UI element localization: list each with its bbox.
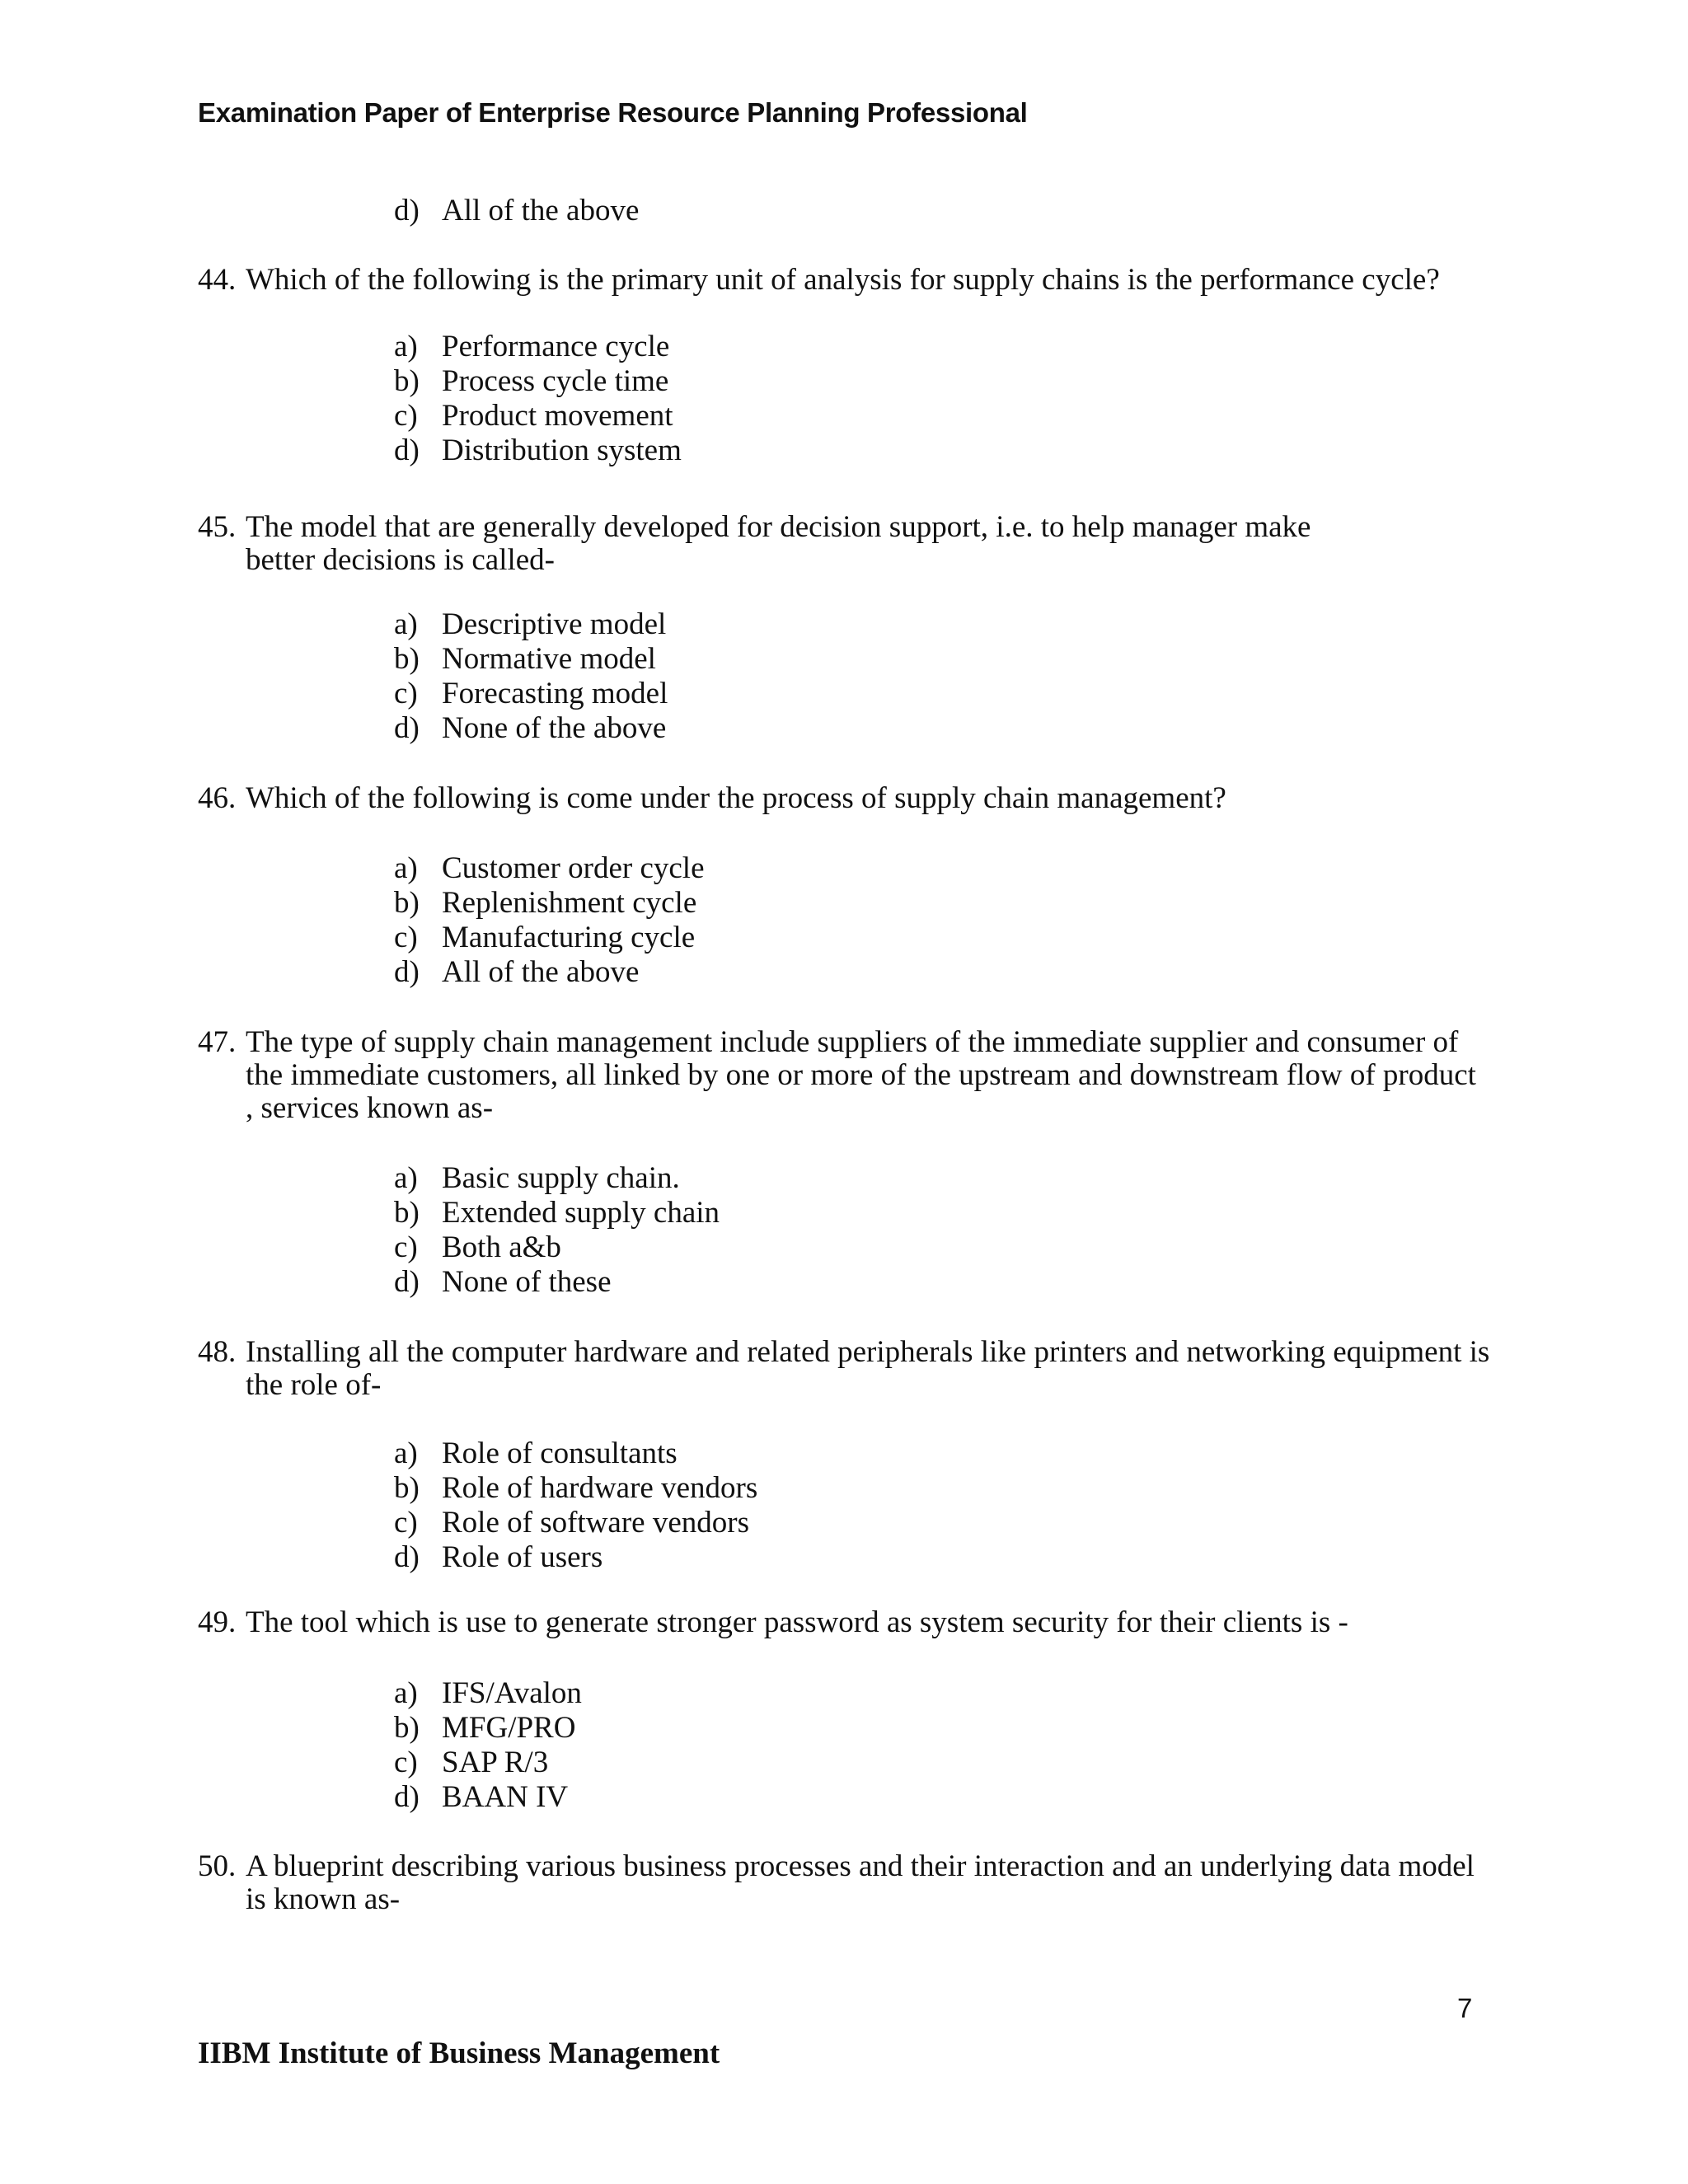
question-number: 44. [198,263,237,297]
option-c [394,1230,720,1265]
question-text-continued: , services known as- [246,1091,494,1125]
option-label: d) [394,194,420,227]
option-c [394,677,668,711]
option-label: a) [394,1676,418,1710]
question-text-continued: the immediate customers, all linked by one or more of the upstream and downstream flow of product [246,1058,1476,1092]
option-label: b) [394,1471,420,1505]
option-a [394,1161,720,1196]
option-c [394,399,682,434]
option-text: Process cycle time [442,364,669,398]
option-label: b) [394,1196,420,1230]
options-44 [394,330,682,468]
option-label: c) [394,399,418,433]
option-text: Role of software vendors [442,1506,749,1540]
option-a [394,1436,757,1471]
option-text: Both a&b [442,1230,561,1264]
option-text: Normative model [442,642,656,676]
option-a [394,851,705,886]
option-text: Manufacturing cycle [442,921,696,954]
question-45 [198,511,1311,577]
option-label: b) [394,364,420,398]
question-text-continued: better decisions is called- [246,543,556,577]
option-a [394,607,668,642]
options-47 [394,1161,720,1300]
option-d [394,434,682,468]
question-text-continued: is known as- [246,1882,401,1916]
option-label: b) [394,1711,420,1745]
question-50 [198,1850,1475,1916]
option-text: SAP R/3 [442,1746,549,1779]
option-c [394,1506,757,1540]
question-46 [198,782,1226,815]
options-45 [394,607,668,746]
option-d [394,1780,582,1815]
option-c [394,1746,582,1780]
option-label: c) [394,1506,418,1540]
option-label: c) [394,921,418,954]
option-label: d) [394,1540,420,1574]
option-label: c) [394,677,418,710]
option-text: All of the above [442,194,640,227]
question-number: 50. [198,1849,237,1883]
option-d [394,955,705,990]
question-text: The tool which is use to generate stronger password as system security for their clients is - [246,1605,1348,1639]
option-label: a) [394,1161,418,1195]
option-text: Role of consultants [442,1436,678,1470]
question-47 [198,1026,1476,1125]
option-label: d) [394,1780,420,1814]
question-number: 48. [198,1335,237,1369]
option-label: a) [394,330,418,363]
option-text: Role of hardware vendors [442,1471,758,1505]
option-b [394,364,682,399]
question-text: Which of the following is the primary unit of analysis for supply chains is the performance cycle? [246,263,1440,297]
option-text: None of the above [442,711,667,745]
option-b [394,642,668,677]
question-text: Installing all the computer hardware and related peripherals like printers and networking equipment is [246,1335,1490,1369]
option-text: None of these [442,1265,612,1299]
question-number: 45. [198,510,237,544]
option-text: MFG/PRO [442,1711,576,1745]
question-text-continued: the role of- [246,1368,382,1402]
option-text: Distribution system [442,434,682,467]
option-text: Role of users [442,1540,603,1574]
question-49 [198,1606,1348,1639]
option-label: b) [394,642,420,676]
option-text: Customer order cycle [442,851,705,885]
option-text: Extended supply chain [442,1196,720,1230]
option-text: Product movement [442,399,673,433]
option-text: Replenishment cycle [442,886,697,920]
option-label: d) [394,955,420,989]
document-footer: IIBM Institute of Business Management [198,2036,720,2070]
question-44 [198,264,1440,297]
option-c [394,921,705,955]
option-d [394,1540,757,1575]
option-d [394,1265,720,1300]
options-46 [394,851,705,990]
option-text: IFS/Avalon [442,1676,582,1710]
option-label: d) [394,1265,420,1299]
option-text: All of the above [442,955,640,989]
question-text: Which of the following is come under the process of supply chain management? [246,781,1226,815]
question-text: A blueprint describing various business processes and their interaction and an underlying data model [246,1849,1475,1883]
question-48 [198,1336,1489,1402]
option-text: Basic supply chain. [442,1161,680,1195]
option-label: b) [394,886,420,920]
option-text: Forecasting model [442,677,668,710]
option-text: Performance cycle [442,330,670,363]
question-number: 49. [198,1605,237,1639]
option-d [394,711,668,746]
continued-option [394,193,639,228]
question-number: 46. [198,781,237,815]
option-b [394,1196,720,1230]
option-b [394,886,705,921]
option-b [394,1711,582,1746]
option-a [394,1676,582,1711]
option-label: c) [394,1230,418,1264]
page-number: 7 [1457,1993,1473,2023]
option-label: c) [394,1746,418,1779]
question-text: The model that are generally developed for decision support, i.e. to help manager make [246,510,1311,544]
option-label: d) [394,434,420,467]
option-text: Descriptive model [442,607,667,641]
option-label: d) [394,711,420,745]
option-a [394,330,682,364]
option-text: BAAN IV [442,1780,569,1814]
question-text: The type of supply chain management include suppliers of the immediate supplier and consumer of [246,1025,1459,1059]
option-label: a) [394,607,418,641]
options-49 [394,1676,582,1815]
document-header: Examination Paper of Enterprise Resource Planning Professional [198,97,1028,128]
options-48 [394,1436,757,1575]
question-number: 47. [198,1025,237,1059]
option-b [394,1471,757,1506]
option-label: a) [394,851,418,885]
option-label: a) [394,1436,418,1470]
